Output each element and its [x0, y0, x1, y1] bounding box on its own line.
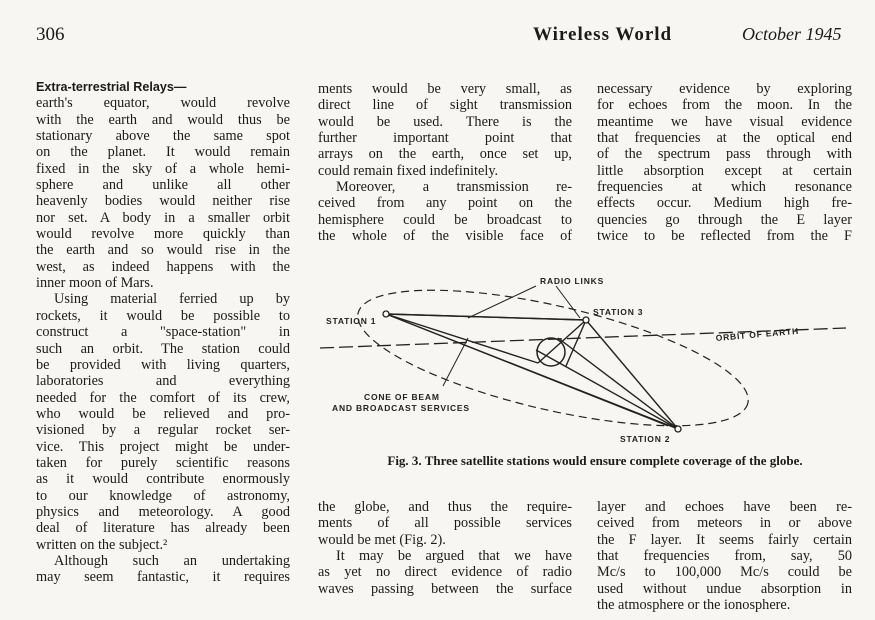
- text-line: of the spectrum pass through with: [597, 146, 852, 163]
- figure-caption: Fig. 3. Three satellite stations would ensure complete coverage of the globe.: [387, 453, 803, 468]
- text-line: may seem fantastic, it requires: [36, 569, 290, 586]
- text-line: the atmosphere or the ionosphere.: [597, 597, 791, 614]
- orbit-ellipse: [346, 268, 759, 448]
- text-line: earth's equator, would revolve: [36, 95, 290, 112]
- text-line: heavenly bodies would neither rise: [36, 193, 290, 210]
- label-orbit: ORBIT OF EARTH: [715, 325, 800, 343]
- text-line: written on the subject.²: [36, 536, 168, 553]
- text-line: layer and echoes have been re-: [597, 499, 852, 515]
- text-line: would be met (Fig. 2).: [318, 531, 446, 548]
- pointer-line: [556, 286, 580, 318]
- journal-title: Wireless World: [533, 24, 673, 45]
- label-cone-2: AND BROADCAST SERVICES: [332, 403, 470, 413]
- column-2-top: [318, 81, 572, 244]
- text-line: Using material ferried up by: [54, 291, 290, 308]
- text-line: hemisphere could be broadcast to: [318, 211, 572, 228]
- text-line: used without undue absorption in: [597, 580, 852, 597]
- text-line: west, as indeed happens with the: [36, 258, 290, 275]
- page-number: 306: [36, 24, 65, 45]
- label-station-2: STATION 2: [620, 434, 671, 444]
- text-line: as it would contribute enormously: [36, 471, 290, 488]
- text-line: fixed in the sky of a whole hemi-: [36, 160, 290, 177]
- text-line: that frequencies from, say, 50: [597, 548, 852, 565]
- text-line: deal of literature has already been: [36, 520, 290, 537]
- text-line: physics and meteorology. A good: [36, 503, 290, 520]
- text-line: ments of all possible services: [318, 515, 572, 532]
- text-line: on the planet. It would remain: [36, 144, 290, 161]
- text-line: quencies go through the E layer: [597, 211, 852, 228]
- text-line: rockets, it would be possible to: [36, 307, 290, 324]
- text-line: the F layer. It seems fairly certain: [597, 531, 852, 548]
- column-3-bottom: [597, 499, 852, 613]
- text-line: such an orbit. The station could: [36, 340, 290, 357]
- column-1: [36, 79, 290, 586]
- satellite-diagram: [318, 268, 858, 448]
- text-line: vice. This project might be under-: [36, 438, 290, 455]
- text-line: sphere and unlike all other: [36, 177, 290, 194]
- text-line: Although such an undertaking: [54, 552, 290, 569]
- text-line: laboratories and everything: [36, 373, 290, 390]
- text-line: construct a "space-station" in: [36, 324, 290, 341]
- text-line: Mc/s to 100,000 Mc/s could be: [597, 564, 852, 581]
- text-line: the whole of the visible face of: [318, 228, 572, 245]
- text-line: waves passing between the surface: [318, 580, 572, 597]
- label-cone-1: CONE OF BEAM: [364, 392, 440, 402]
- text-line: Moreover, a transmission re-: [336, 179, 572, 196]
- station-1-dot: [383, 311, 389, 317]
- text-line: to our knowledge of astronomy,: [36, 487, 290, 504]
- text-line: necessary evidence by exploring: [597, 81, 852, 97]
- subheading: Extra-terrestrial Relays—: [36, 80, 187, 94]
- label-station-3: STATION 3: [593, 307, 644, 317]
- beam-line: [566, 320, 586, 366]
- text-line: nor set. A body in a smaller orbit: [36, 209, 290, 226]
- text-line: little absorption except at certain: [597, 162, 852, 179]
- text-line: would revolve more quickly than: [36, 226, 290, 243]
- beam-line: [386, 314, 538, 363]
- beam-line: [386, 314, 586, 320]
- text-line: direct line of sight transmission: [318, 97, 572, 114]
- text-line: as yet no direct evidence of radio: [318, 564, 572, 581]
- text-line: frequencies at which resonance: [597, 179, 852, 196]
- station-2-dot: [675, 426, 681, 432]
- text-line: visioned by a regular rocket ser-: [36, 422, 290, 439]
- label-radio-links: RADIO LINKS: [540, 276, 605, 286]
- issue-date: October 1945: [742, 24, 842, 44]
- text-line: ceived from meteors in or above: [597, 515, 852, 532]
- text-line: further important point that: [318, 130, 572, 147]
- pointer-line: [443, 338, 468, 386]
- text-line: stationary above the same spot: [36, 128, 290, 145]
- station-3-dot: [583, 317, 589, 323]
- text-line: twice to be reflected from the F: [597, 228, 852, 245]
- text-line: for echoes from the moon. In the: [597, 97, 852, 114]
- text-line: meantime we have visual evidence: [597, 113, 852, 130]
- label-station-1: STATION 1: [326, 316, 377, 326]
- text-line: inner moon of Mars.: [36, 275, 154, 292]
- text-line: It may be argued that we have: [336, 548, 572, 565]
- beam-line: [536, 350, 678, 429]
- beam-line: [558, 338, 678, 429]
- text-line: arrays on the earth, once set up,: [318, 146, 572, 163]
- column-2-bottom: [318, 499, 572, 597]
- text-line: who would be relieved and pro-: [36, 405, 290, 422]
- text-line: taken for purely scientific reasons: [36, 454, 290, 471]
- text-line: ments would be very small, as: [318, 81, 572, 97]
- pointer-line: [468, 286, 536, 318]
- column-3-top: [597, 81, 852, 244]
- figure-3-diagram: [318, 268, 858, 448]
- text-line: needed for the comfort of its crew,: [36, 389, 290, 406]
- text-line: with the earth and would thus be: [36, 111, 290, 128]
- text-line: would be used. There is the: [318, 113, 572, 130]
- text-line: effects occur. Medium high fre-: [597, 195, 852, 212]
- text-line: could remain fixed indefinitely.: [318, 162, 499, 179]
- text-line: the globe, and thus the require-: [318, 499, 572, 515]
- text-line: that frequencies at the optical end: [597, 130, 852, 147]
- text-line: be provided with living quarters,: [36, 356, 290, 373]
- text-line: ceived from any point on the: [318, 195, 572, 212]
- text-line: the earth and so would rise in the: [36, 242, 290, 259]
